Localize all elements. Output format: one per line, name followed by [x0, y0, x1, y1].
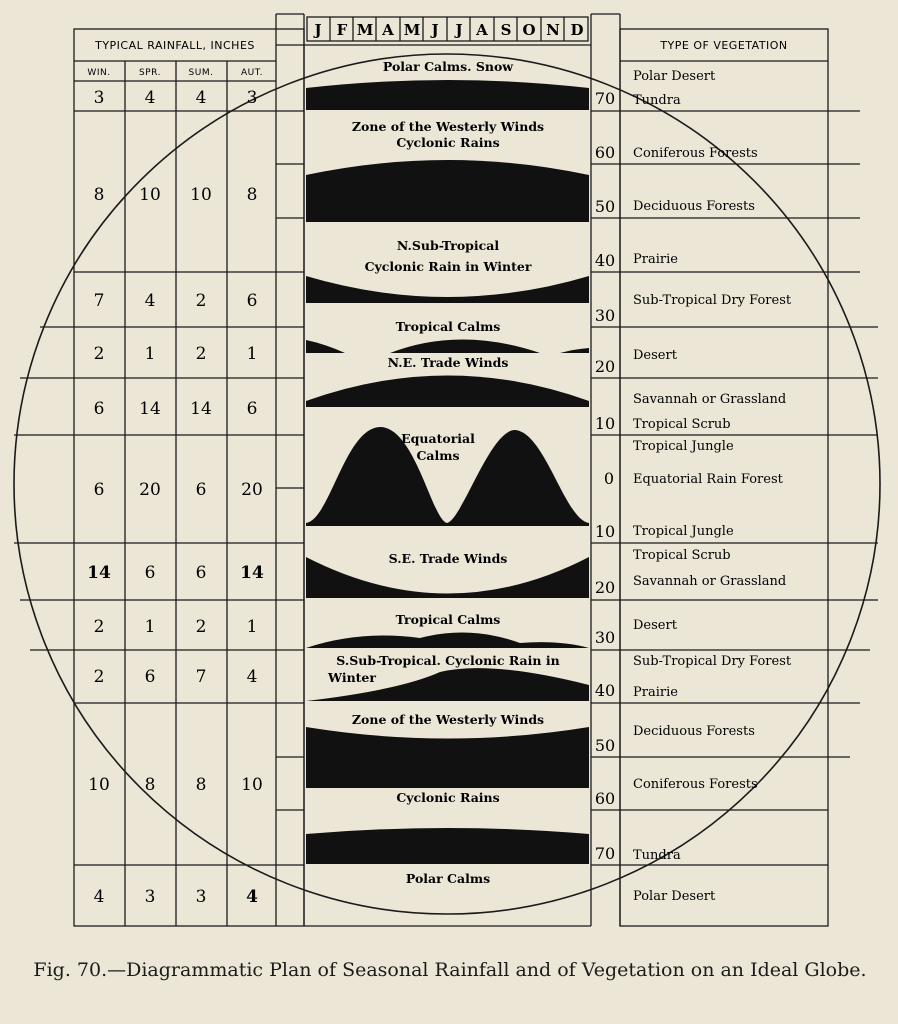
rain-cell: 6: [195, 480, 207, 500]
rain-cell: 4: [93, 887, 105, 907]
rain-cell: 1: [246, 617, 258, 637]
season-spr: SPR.: [139, 68, 161, 78]
rain-cell: 6: [246, 291, 258, 311]
latitude-label: 10: [594, 522, 616, 541]
month-label: N: [546, 21, 560, 39]
vegetation-label: Equatorial Rain Forest: [633, 472, 783, 487]
band-label: Tropical Calms: [395, 612, 501, 627]
rain-cell: 3: [246, 88, 258, 108]
latitude-label: 70: [594, 89, 616, 108]
rain-cell: 1: [144, 617, 156, 637]
band-label: S.E. Trade Winds: [388, 551, 508, 566]
rain-cell: 10: [241, 775, 263, 795]
rain-shape-tropcalm-n: [306, 340, 589, 354]
vegetation-label: Savannah or Grassland: [633, 574, 787, 589]
rain-cell: 6: [93, 399, 105, 419]
band-label: Polar Calms: [405, 871, 491, 886]
month-label: F: [336, 21, 348, 39]
vegetation-label: Tropical Jungle: [633, 524, 734, 539]
vegetation-label: Deciduous Forests: [633, 199, 755, 214]
rain-cell: 1: [246, 344, 258, 364]
band-label: Polar Calms. Snow: [382, 59, 514, 74]
rain-cell: 2: [93, 617, 105, 637]
band-label: Cyclonic Rain in Winter: [364, 259, 532, 274]
rain-cell: 6: [144, 667, 156, 687]
rain-cell: 2: [195, 344, 207, 364]
rain-cell: 10: [88, 775, 110, 795]
rain-cell: 4: [195, 88, 207, 108]
season-sum: SUM.: [188, 68, 214, 78]
band-label: Calms: [416, 448, 460, 463]
vegetation-label: Tundra: [633, 93, 681, 108]
vegetation-label: Desert: [633, 348, 677, 363]
band-label: N.E. Trade Winds: [387, 355, 509, 370]
band-label: Zone of the Westerly Winds: [351, 119, 545, 134]
month-label: J: [455, 21, 463, 39]
vegetation-label: Tundra: [633, 848, 681, 863]
rain-shape-polar-n: [306, 80, 589, 110]
month-label: O: [522, 21, 536, 39]
rain-cell: 20: [241, 480, 263, 500]
rain-cell: 2: [195, 291, 207, 311]
rain-cell: 4: [246, 887, 258, 907]
rain-cell: 8: [195, 775, 207, 795]
vegetation-label: Coniferous Forests: [633, 146, 758, 161]
rain-cell: 6: [195, 563, 207, 583]
rain-cell: 8: [246, 185, 258, 205]
vegetation-label: Prairie: [633, 252, 678, 267]
latitude-label: 10: [594, 414, 616, 433]
season-win: WIN.: [87, 68, 111, 78]
rain-cell: 6: [144, 563, 156, 583]
rain-cell: 3: [144, 887, 156, 907]
rain-shape-westerly-s: [306, 727, 589, 788]
latitude-label: 70: [594, 844, 616, 863]
vegetation-label: Polar Desert: [633, 889, 716, 904]
rain-cell: 4: [246, 667, 258, 687]
vegetation-title: TYPE OF VEGETATION: [660, 39, 788, 52]
latitude-label: 30: [594, 306, 616, 325]
band-label: Winter: [328, 670, 376, 685]
rainfall-title: TYPICAL RAINFALL, INCHES: [95, 39, 255, 52]
latitude-label: 20: [594, 578, 616, 597]
vegetation-label: Savannah or Grassland: [633, 392, 787, 407]
band-label: Equatorial: [401, 431, 475, 446]
rain-cell: 10: [190, 185, 212, 205]
month-label: A: [382, 21, 394, 39]
latitude-label: 40: [594, 681, 616, 700]
band-label: N.Sub-Tropical: [396, 238, 500, 253]
rain-cell: 4: [144, 88, 156, 108]
vegetation-label: Sub-Tropical Dry Forest: [633, 293, 792, 308]
month-label: M: [356, 21, 374, 39]
latitude-label: 30: [594, 628, 616, 647]
vegetation-label: Polar Desert: [633, 69, 716, 84]
rain-cell: 14: [190, 399, 212, 419]
rain-cell: 7: [93, 291, 105, 311]
rain-cell: 8: [144, 775, 156, 795]
latitude-label: 40: [594, 251, 616, 270]
latitude-label: 0: [603, 469, 615, 488]
vegetation-label: Prairie: [633, 685, 678, 700]
rain-shape-westerly-n: [306, 160, 589, 222]
rain-cell: 20: [139, 480, 161, 500]
vegetation-label: Tropical Scrub: [633, 548, 731, 563]
band-label: Tropical Calms: [395, 319, 501, 334]
rain-cell: 6: [246, 399, 258, 419]
latitude-label: 50: [594, 197, 616, 216]
latitude-label: 60: [594, 143, 616, 162]
rain-shape-subtrop-n: [306, 276, 589, 303]
rain-cell: 3: [195, 887, 207, 907]
band-label: Cyclonic Rains: [396, 790, 500, 805]
rain-cell: 10: [139, 185, 161, 205]
rain-cell: 14: [139, 399, 161, 419]
band-label: Cyclonic Rains: [396, 135, 500, 150]
vegetation-label: Sub-Tropical Dry Forest: [633, 654, 792, 669]
rain-cell: 14: [240, 563, 264, 583]
figure-caption: Fig. 70.—Diagrammatic Plan of Seasonal Rainfall and of Vegetation on an Ideal Globe.: [33, 959, 867, 981]
rain-cell: 8: [93, 185, 105, 205]
season-aut: AUT.: [240, 68, 264, 78]
rain-cell: 14: [87, 563, 111, 583]
month-label: J: [431, 21, 439, 39]
rain-shape-tropcalm-s: [306, 633, 589, 648]
month-label: A: [476, 21, 488, 39]
vegetation-label: Tropical Scrub: [633, 417, 731, 432]
latitude-label: 50: [594, 736, 616, 755]
month-label: D: [570, 21, 584, 39]
vegetation-label: Tropical Jungle: [633, 439, 734, 454]
rain-cell: 2: [195, 617, 207, 637]
rain-cell: 3: [93, 88, 105, 108]
rain-cell: 4: [144, 291, 156, 311]
band-label: S.Sub-Tropical. Cyclonic Rain in: [336, 653, 560, 668]
vegetation-label: Desert: [633, 618, 677, 633]
rain-cell: 2: [93, 667, 105, 687]
month-label: S: [500, 21, 512, 39]
rain-cell: 6: [93, 480, 105, 500]
vegetation-label: Coniferous Forests: [633, 777, 758, 792]
rain-shape-netrade: [306, 376, 589, 408]
rain-shape-polar-s: [306, 828, 589, 864]
rain-cell: 7: [195, 667, 207, 687]
vegetation-label: Deciduous Forests: [633, 724, 755, 739]
band-label: Zone of the Westerly Winds: [351, 712, 545, 727]
month-label: M: [403, 21, 421, 39]
rain-cell: 2: [93, 344, 105, 364]
rain-cell: 1: [144, 344, 156, 364]
month-label: J: [314, 21, 322, 39]
latitude-label: 60: [594, 789, 616, 808]
latitude-label: 20: [594, 357, 616, 376]
